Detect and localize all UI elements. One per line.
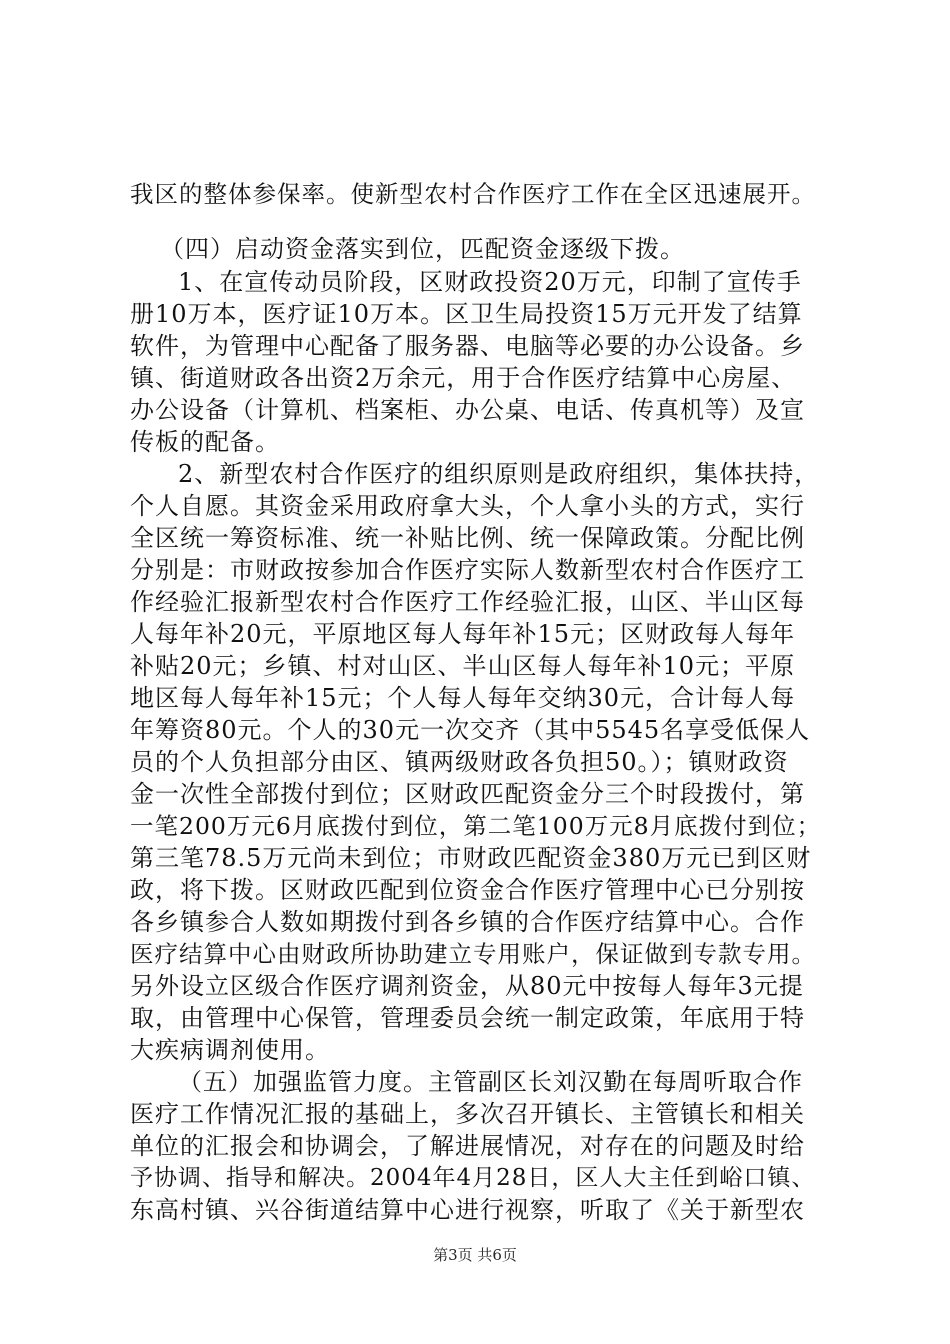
text-line-10: 个人自愿。其资金采用政府拿大头，个人拿小头的方式，实行 (130, 492, 805, 520)
text-line-25: 另外设立区级合作医疗调剂资金，从80元中按每人每年3元提 (130, 972, 804, 1000)
section-heading-4: （四）启动资金落实到位，匹配资金逐级下拨。 (160, 235, 685, 263)
text-line-31: 予协调、指导和解决。2004年4月28日，区人大主任到峪口镇、 (130, 1165, 816, 1191)
text-line-18: 员的个人负担部分由区、镇两级财政各负担50。）；镇财政资 (130, 748, 789, 776)
text-line-8: 传板的配备。 (130, 428, 280, 456)
text-line-16: 地区每人每年补15元；个人每人每年交纳30元，合计每人每 (130, 684, 796, 712)
text-line-23: 各乡镇参合人数如期拨付到各乡镇的合作医疗结算中心。合作 (130, 908, 805, 936)
page-number-footer: 第3页 共6页 (433, 1246, 517, 1264)
text-line-29: 医疗工作情况汇报的基础上，多次召开镇长、主管镇长和相关 (130, 1100, 805, 1128)
text-line-4: 册10万本，医疗证10万本。区卫生局投资15万元开发了结算 (130, 300, 803, 328)
text-line-24: 医疗结算中心由财政所协助建立专用账户，保证做到专款专用。 (130, 940, 816, 968)
text-line-1: 我区的整体参保率。使新型农村合作医疗工作在全区迅速展开。 (130, 180, 816, 208)
text-line-12: 分别是：市财政按参加合作医疗实际人数新型农村合作医疗工 (130, 556, 805, 584)
text-line-11: 全区统一筹资标准、统一补贴比例、统一保障政策。分配比例 (130, 524, 805, 552)
text-line-21: 第三笔78.5万元尚未到位；市财政匹配资金380万元已到区财 (130, 844, 812, 872)
text-line-20: 一笔200万元6月底拨付到位，第二笔100万元8月底拨付到位； (130, 812, 822, 840)
text-line-6: 镇、街道财政各出资2万余元，用于合作医疗结算中心房屋、 (130, 364, 797, 392)
text-line-27: 大疾病调剂使用。 (130, 1036, 330, 1064)
text-line-13: 作经验汇报新型农村合作医疗工作经验汇报，山区、半山区每 (130, 588, 805, 616)
text-line-9: 2、新型农村合作医疗的组织原则是政府组织，集体扶持， (178, 460, 820, 488)
section-heading-5: （五）加强监管力度。主管副区长刘汉勤在每周听取合作 (178, 1068, 803, 1096)
text-line-15: 补贴20元；乡镇、村对山区、半山区每人每年补10元；平原 (130, 652, 796, 680)
text-line-17: 年筹资80元。个人的30元一次交齐（其中5545名享受低保人 (130, 716, 811, 744)
text-line-22: 政，将下拨。区财政匹配到位资金合作医疗管理中心已分别按 (130, 876, 805, 904)
text-line-26: 取，由管理中心保管，管理委员会统一制定政策，年底用于特 (130, 1004, 805, 1032)
text-line-32: 东高村镇、兴谷街道结算中心进行视察，听取了《关于新型农 (130, 1196, 805, 1224)
text-line-14: 人每年补20元，平原地区每人每年补15元；区财政每人每年 (130, 620, 796, 648)
text-line-30: 单位的汇报会和协调会，了解进展情况，对存在的问题及时给 (130, 1132, 805, 1160)
text-line-3: 1、在宣传动员阶段，区财政投资20万元，印制了宣传手 (178, 268, 802, 296)
text-line-19: 金一次性全部拨付到位；区财政匹配资金分三个时段拨付，第 (130, 780, 805, 808)
text-line-5: 软件，为管理中心配备了服务器、电脑等必要的办公设备。乡 (130, 332, 805, 360)
text-line-7: 办公设备（计算机、档案柜、办公桌、电话、传真机等）及宣 (130, 396, 805, 424)
